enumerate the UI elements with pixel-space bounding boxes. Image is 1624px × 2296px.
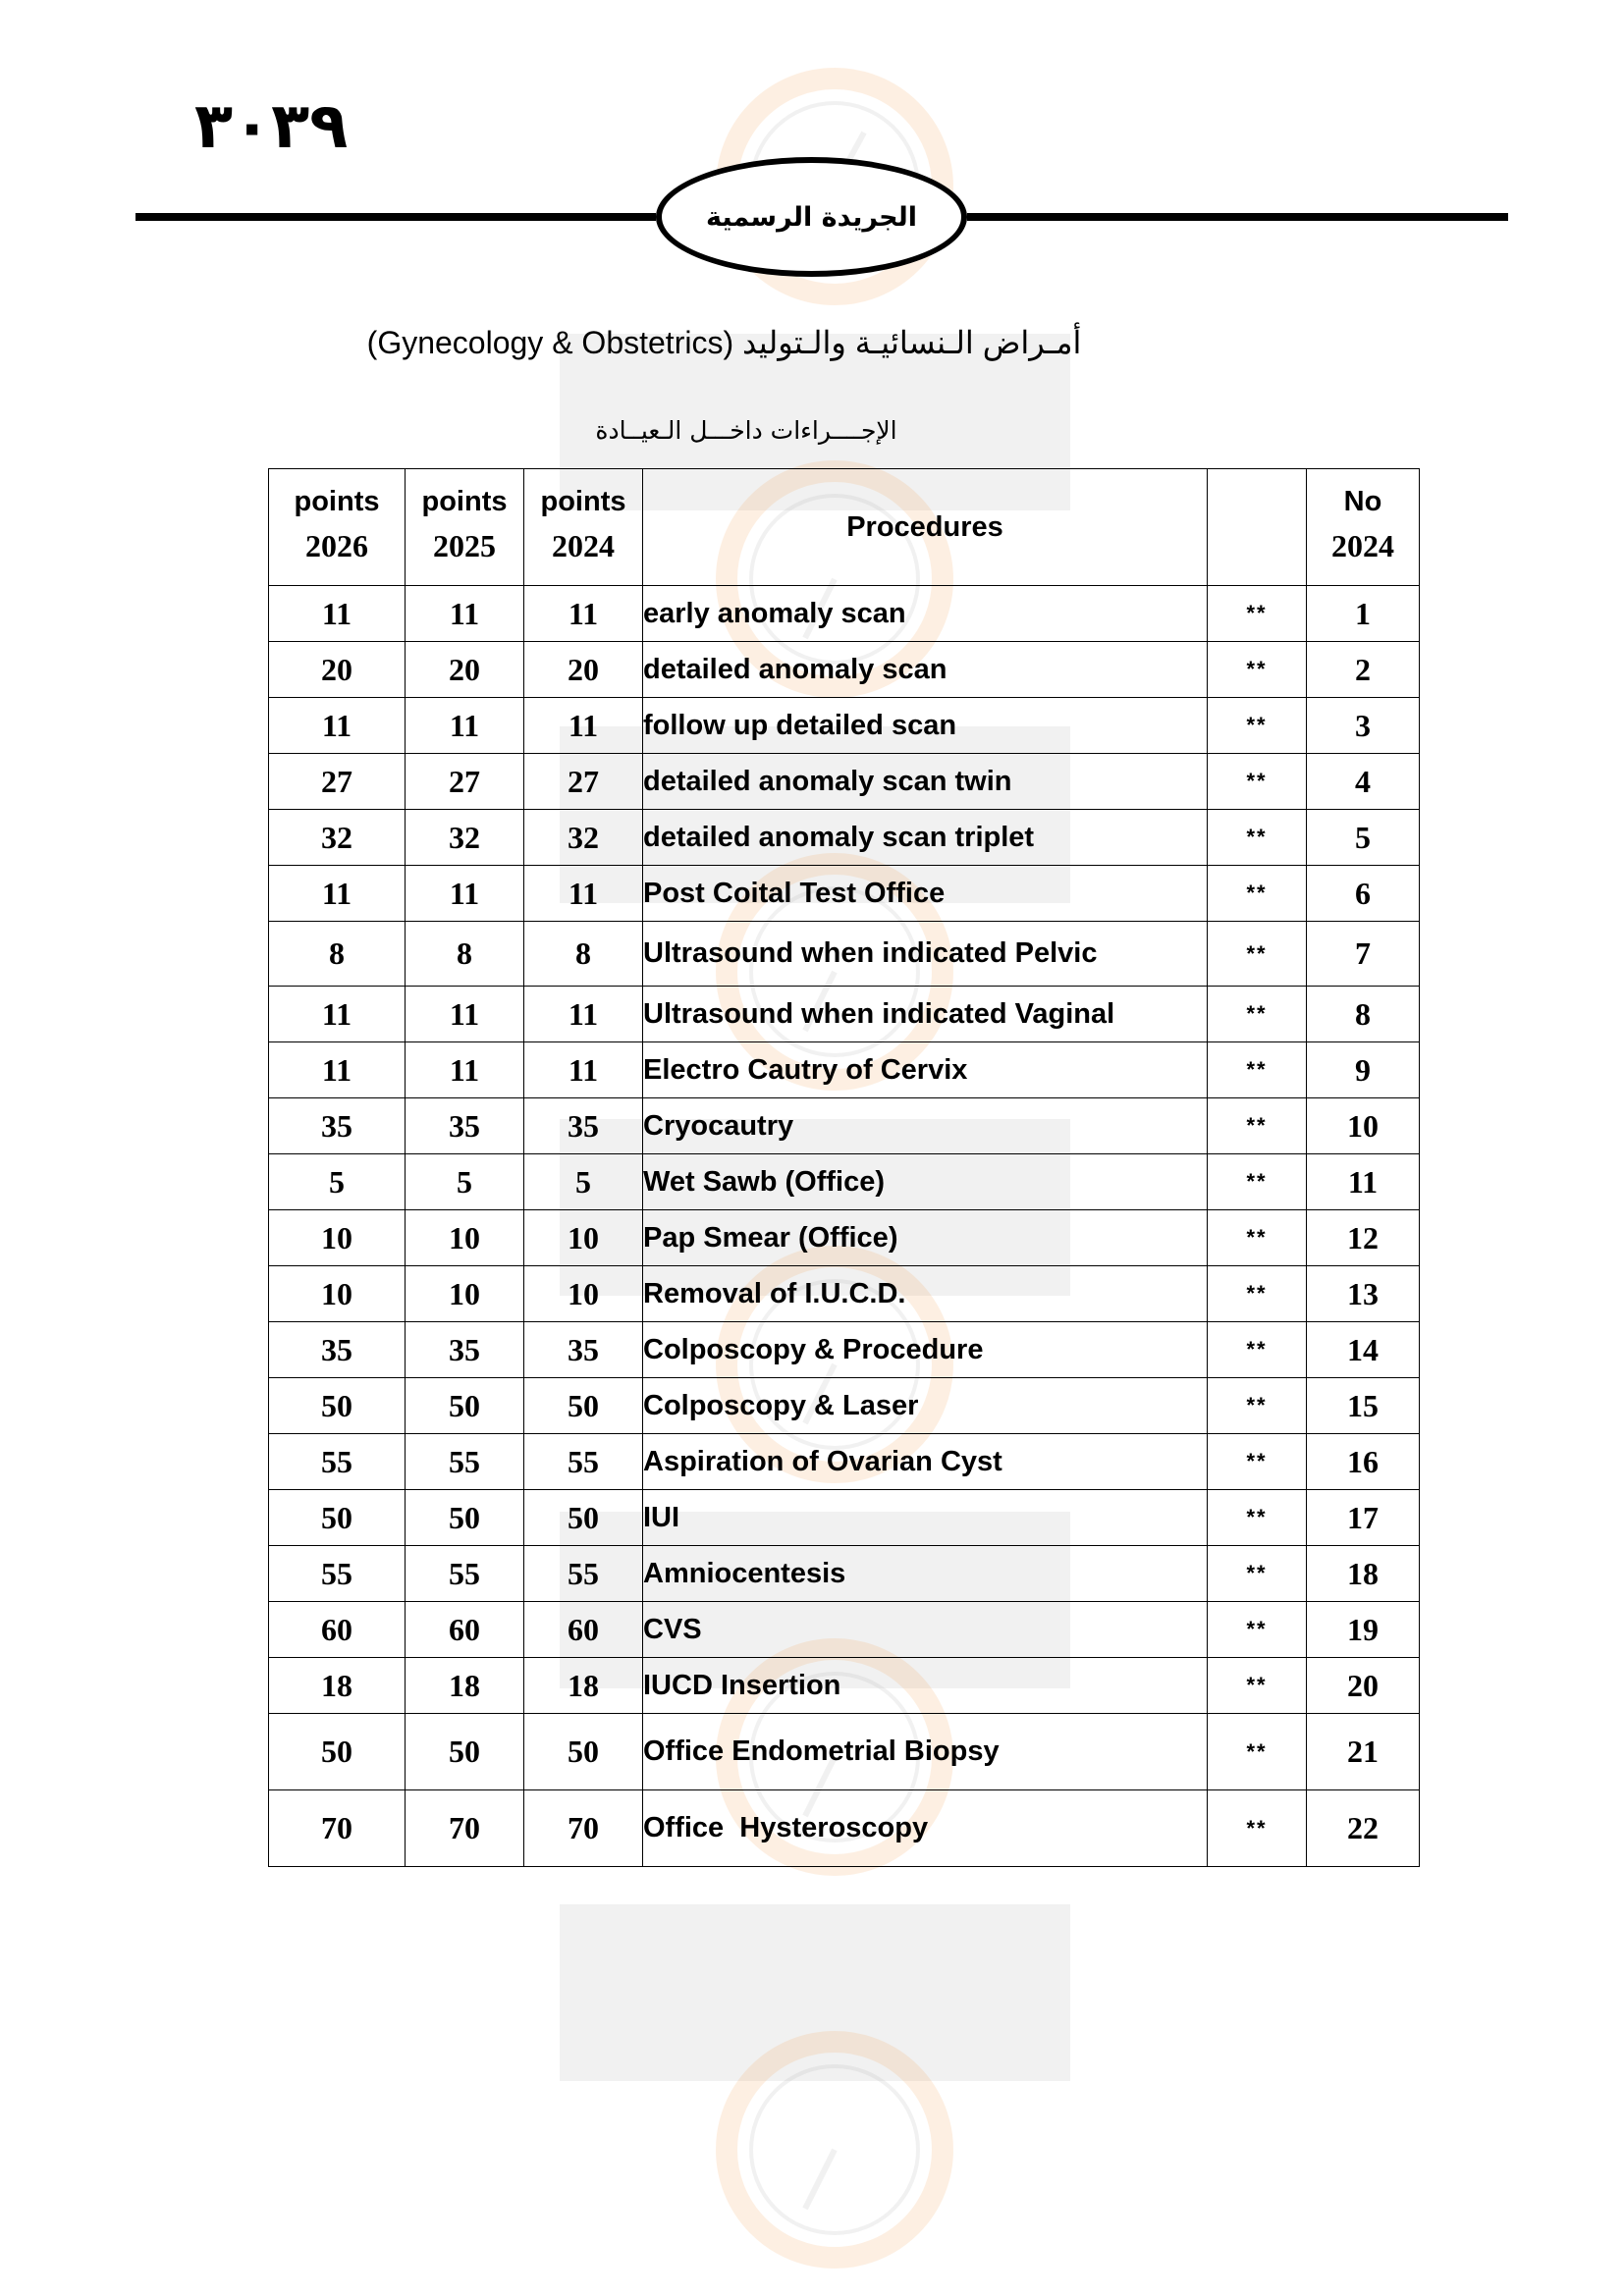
cell-points-2024: 50: [524, 1378, 643, 1434]
cell-points-2026: 10: [269, 1266, 406, 1322]
cell-no: 18: [1307, 1546, 1420, 1602]
cell-mark: **: [1208, 1378, 1307, 1434]
cell-points-2025: 18: [406, 1658, 524, 1714]
cell-no: 10: [1307, 1098, 1420, 1154]
cell-mark: **: [1208, 1602, 1307, 1658]
cell-procedure: detailed anomaly scan triplet: [643, 810, 1208, 866]
cell-points-2026: 11: [269, 698, 406, 754]
cell-points-2026: 70: [269, 1790, 406, 1867]
cell-procedure: Office Endometrial Biopsy: [643, 1714, 1208, 1790]
cell-points-2024: 11: [524, 698, 643, 754]
table-row: [269, 1490, 1420, 1546]
table-row: [269, 1098, 1420, 1154]
header-points-2024: points 2024: [524, 469, 643, 586]
cell-points-2024: 70: [524, 1790, 643, 1867]
cell-mark: **: [1208, 1154, 1307, 1210]
cell-points-2026: 11: [269, 866, 406, 922]
cell-mark: **: [1208, 987, 1307, 1042]
section-title: أمـراض الـنسائيـة والـتوليد (Gynecology & Obstetrics): [366, 325, 1082, 360]
cell-points-2026: 11: [269, 1042, 406, 1098]
cell-points-2024: 55: [524, 1546, 643, 1602]
cell-mark: **: [1208, 1210, 1307, 1266]
cell-mark: **: [1208, 1658, 1307, 1714]
cell-procedure: Wet Sawb (Office): [643, 1154, 1208, 1210]
cell-points-2025: 70: [406, 1790, 524, 1867]
cell-mark: **: [1208, 1790, 1307, 1867]
cell-procedure: Cryocautry: [643, 1098, 1208, 1154]
cell-procedure: Removal of I.U.C.D.: [643, 1266, 1208, 1322]
cell-points-2025: 11: [406, 866, 524, 922]
cell-points-2025: 11: [406, 987, 524, 1042]
cell-procedure: IUI: [643, 1490, 1208, 1546]
cell-no: 11: [1307, 1154, 1420, 1210]
cell-mark: **: [1208, 1714, 1307, 1790]
cell-procedure: Colposcopy & Procedure: [643, 1322, 1208, 1378]
masthead-oval: [656, 157, 967, 277]
cell-mark: **: [1208, 1098, 1307, 1154]
table-row: [269, 1210, 1420, 1266]
cell-no: 12: [1307, 1210, 1420, 1266]
cell-points-2025: 11: [406, 698, 524, 754]
cell-procedure: Ultrasound when indicated Vaginal: [643, 987, 1208, 1042]
header-no-2024: No 2024: [1307, 469, 1420, 586]
cell-mark: **: [1208, 1546, 1307, 1602]
cell-procedure: Electro Cautry of Cervix: [643, 1042, 1208, 1098]
cell-points-2024: 11: [524, 866, 643, 922]
cell-points-2024: 50: [524, 1490, 643, 1546]
cell-points-2026: 32: [269, 810, 406, 866]
cell-mark: **: [1208, 1266, 1307, 1322]
cell-no: 3: [1307, 698, 1420, 754]
procedures-table: [268, 468, 1420, 1867]
cell-points-2026: 27: [269, 754, 406, 810]
cell-points-2025: 55: [406, 1546, 524, 1602]
cell-no: 15: [1307, 1378, 1420, 1434]
cell-points-2025: 27: [406, 754, 524, 810]
table-row: [269, 987, 1420, 1042]
cell-no: 2: [1307, 642, 1420, 698]
cell-mark: **: [1208, 1042, 1307, 1098]
cell-mark: **: [1208, 586, 1307, 642]
page-number: ٣٠٣٩: [194, 90, 349, 163]
cell-points-2024: 11: [524, 987, 643, 1042]
cell-points-2026: 50: [269, 1490, 406, 1546]
cell-points-2025: 10: [406, 1210, 524, 1266]
table-row: [269, 1378, 1420, 1434]
table-row: [269, 1658, 1420, 1714]
cell-points-2025: 10: [406, 1266, 524, 1322]
cell-points-2024: 55: [524, 1434, 643, 1490]
masthead-title: الجريدة الرسمية: [706, 201, 917, 233]
cell-no: 7: [1307, 922, 1420, 987]
cell-points-2026: 55: [269, 1546, 406, 1602]
header-points-2026: points 2026: [269, 469, 406, 586]
cell-no: 20: [1307, 1658, 1420, 1714]
cell-points-2024: 5: [524, 1154, 643, 1210]
cell-points-2025: 11: [406, 1042, 524, 1098]
cell-points-2024: 10: [524, 1266, 643, 1322]
cell-mark: **: [1208, 810, 1307, 866]
cell-no: 16: [1307, 1434, 1420, 1490]
cell-no: 21: [1307, 1714, 1420, 1790]
cell-points-2025: 5: [406, 1154, 524, 1210]
cell-points-2026: 55: [269, 1434, 406, 1490]
cell-points-2025: 35: [406, 1322, 524, 1378]
cell-procedure: Aspiration of Ovarian Cyst: [643, 1434, 1208, 1490]
cell-mark: **: [1208, 866, 1307, 922]
cell-points-2026: 11: [269, 586, 406, 642]
cell-points-2026: 11: [269, 987, 406, 1042]
cell-points-2024: 10: [524, 1210, 643, 1266]
cell-mark: **: [1208, 754, 1307, 810]
cell-points-2026: 5: [269, 1154, 406, 1210]
cell-points-2024: 35: [524, 1098, 643, 1154]
cell-points-2026: 50: [269, 1378, 406, 1434]
cell-points-2025: 20: [406, 642, 524, 698]
cell-points-2025: 35: [406, 1098, 524, 1154]
cell-points-2025: 60: [406, 1602, 524, 1658]
cell-no: 4: [1307, 754, 1420, 810]
table-row: [269, 754, 1420, 810]
cell-no: 17: [1307, 1490, 1420, 1546]
cell-points-2024: 50: [524, 1714, 643, 1790]
cell-procedure: Ultrasound when indicated Pelvic: [643, 922, 1208, 987]
cell-points-2026: 10: [269, 1210, 406, 1266]
table-row: [269, 1602, 1420, 1658]
cell-points-2026: 35: [269, 1322, 406, 1378]
cell-mark: **: [1208, 642, 1307, 698]
table-row: [269, 1042, 1420, 1098]
cell-no: 9: [1307, 1042, 1420, 1098]
table-row: [269, 810, 1420, 866]
cell-points-2025: 11: [406, 586, 524, 642]
cell-points-2025: 50: [406, 1714, 524, 1790]
cell-points-2024: 32: [524, 810, 643, 866]
cell-points-2024: 18: [524, 1658, 643, 1714]
cell-mark: **: [1208, 1322, 1307, 1378]
cell-mark: **: [1208, 1490, 1307, 1546]
cell-procedure: Post Coital Test Office: [643, 866, 1208, 922]
cell-no: 22: [1307, 1790, 1420, 1867]
cell-points-2026: 50: [269, 1714, 406, 1790]
cell-procedure: Office Hysteroscopy: [643, 1790, 1208, 1867]
watermark-clock-logo-icon: [520, 2002, 1110, 2296]
table-row: [269, 642, 1420, 698]
cell-no: 8: [1307, 987, 1420, 1042]
table-header-row: [269, 469, 1420, 586]
cell-no: 5: [1307, 810, 1420, 866]
cell-no: 19: [1307, 1602, 1420, 1658]
cell-procedure: detailed anomaly scan: [643, 642, 1208, 698]
cell-mark: **: [1208, 698, 1307, 754]
cell-points-2026: 20: [269, 642, 406, 698]
cell-points-2026: 35: [269, 1098, 406, 1154]
header-rule-left: [135, 213, 656, 221]
cell-points-2025: 8: [406, 922, 524, 987]
table-row: [269, 1322, 1420, 1378]
table-row: [269, 1790, 1420, 1867]
table-row: [269, 1266, 1420, 1322]
table-row: [269, 866, 1420, 922]
cell-procedure: Colposcopy & Laser: [643, 1378, 1208, 1434]
header-procedures: Procedures: [643, 469, 1208, 586]
cell-points-2025: 32: [406, 810, 524, 866]
cell-procedure: Pap Smear (Office): [643, 1210, 1208, 1266]
cell-no: 14: [1307, 1322, 1420, 1378]
cell-points-2024: 11: [524, 586, 643, 642]
cell-points-2024: 27: [524, 754, 643, 810]
cell-points-2025: 55: [406, 1434, 524, 1490]
table-row: [269, 1434, 1420, 1490]
header-blank: [1208, 469, 1307, 586]
cell-mark: **: [1208, 1434, 1307, 1490]
cell-points-2024: 35: [524, 1322, 643, 1378]
cell-points-2025: 50: [406, 1490, 524, 1546]
cell-procedure: IUCD Insertion: [643, 1658, 1208, 1714]
cell-points-2026: 8: [269, 922, 406, 987]
cell-procedure: early anomaly scan: [643, 586, 1208, 642]
cell-points-2026: 18: [269, 1658, 406, 1714]
cell-procedure: follow up detailed scan: [643, 698, 1208, 754]
table-row: [269, 586, 1420, 642]
cell-no: 13: [1307, 1266, 1420, 1322]
cell-points-2025: 50: [406, 1378, 524, 1434]
cell-points-2024: 8: [524, 922, 643, 987]
table-row: [269, 1714, 1420, 1790]
table-row: [269, 698, 1420, 754]
subsection-title: الإجــــراءات داخـــل الـعيــادة: [595, 416, 897, 445]
cell-no: 1: [1307, 586, 1420, 642]
cell-procedure: Amniocentesis: [643, 1546, 1208, 1602]
table-row: [269, 1154, 1420, 1210]
cell-procedure: CVS: [643, 1602, 1208, 1658]
cell-no: 6: [1307, 866, 1420, 922]
cell-mark: **: [1208, 922, 1307, 987]
header-points-2025: points 2025: [406, 469, 524, 586]
cell-points-2024: 20: [524, 642, 643, 698]
cell-points-2026: 60: [269, 1602, 406, 1658]
cell-points-2024: 11: [524, 1042, 643, 1098]
table-row: [269, 1546, 1420, 1602]
cell-points-2024: 60: [524, 1602, 643, 1658]
header-rule-right: [967, 213, 1508, 221]
cell-procedure: detailed anomaly scan twin: [643, 754, 1208, 810]
table-row: [269, 922, 1420, 987]
